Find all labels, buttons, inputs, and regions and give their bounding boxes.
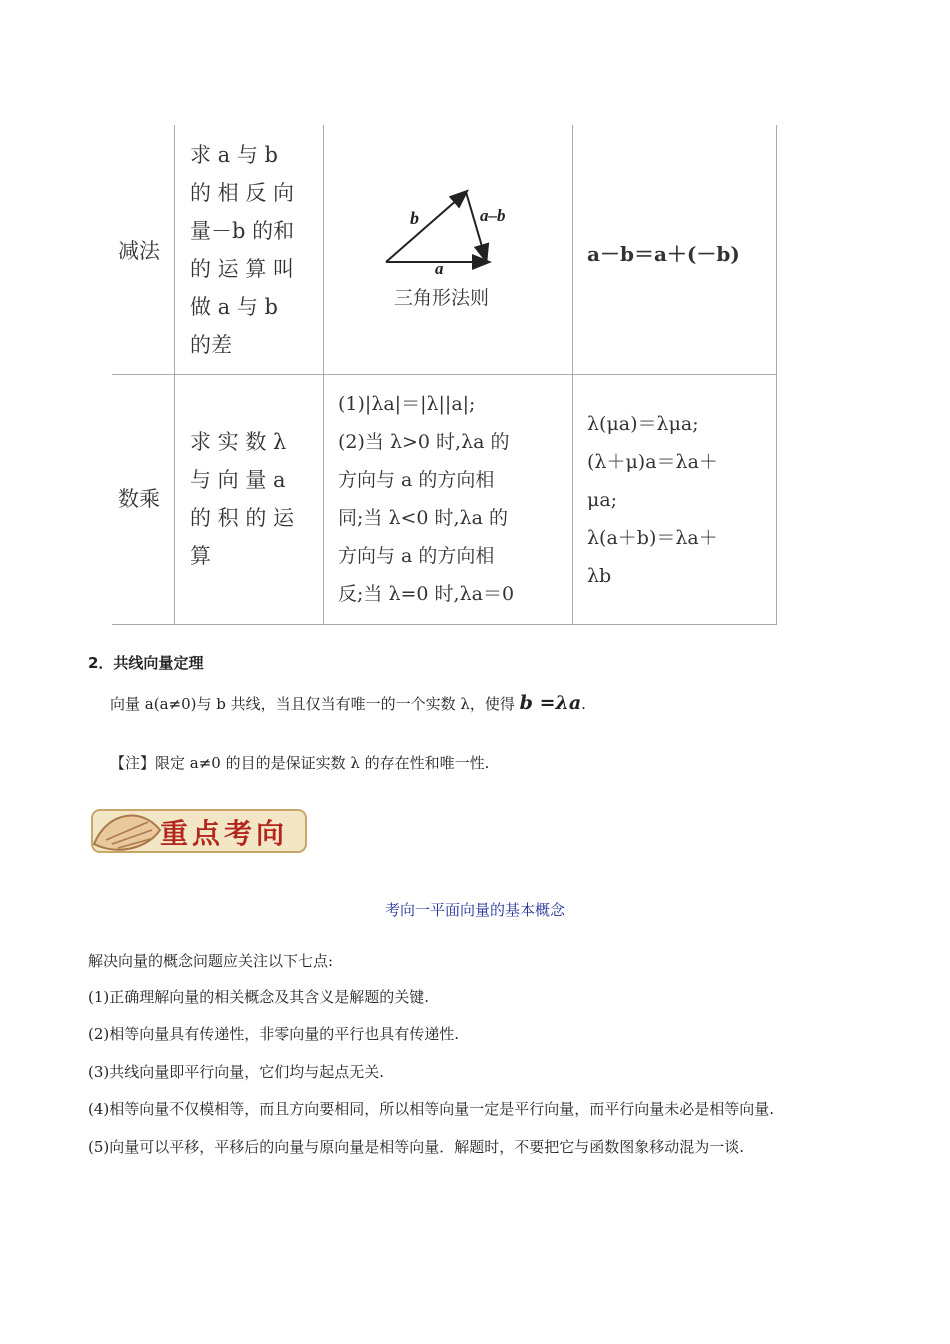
sub-definition <box>190 136 315 364</box>
note-text: 【注】限定 a≠0 的目的是保证实数 λ 的存在性和唯一性. <box>110 754 490 772</box>
sub-formula: a－b＝a＋(－b) <box>587 242 740 266</box>
sub-def-line: 做 a 与 b <box>190 295 278 319</box>
table-border <box>174 125 175 625</box>
mul-law-line: (λ＋μ)a＝λa＋ <box>587 451 718 473</box>
mul-law-line: μa; <box>587 489 618 511</box>
point-item: (4)相等向量不仅模相等，而且方向要相同，所以相等向量一定是平行向量，而平行向量未必是相等向量. <box>88 1100 775 1118</box>
table-border <box>776 125 777 625</box>
mul-law-line: λ(μa)＝λμa; <box>587 413 699 435</box>
section-heading: 2．共线向量定理 <box>88 654 204 672</box>
theorem-text <box>110 692 586 714</box>
theorem-formula: b =λa <box>519 692 582 714</box>
theorem-end: . <box>581 695 586 713</box>
mul-rules <box>338 385 563 613</box>
mul-rule-line: (2)当 λ>0 时,λa 的 <box>338 431 510 453</box>
point-item: (5)向量可以平移，平移后的向量与原向量是相等向量．解题时，不要把它与函数图象移动混为一谈. <box>88 1138 745 1156</box>
sub-def-line: 的差 <box>190 333 232 357</box>
key-topics-banner <box>88 800 310 858</box>
mul-definition <box>190 423 315 575</box>
topic-title: 考向一平面向量的基本概念 <box>384 901 565 919</box>
sub-def-line: 的 相 反 向 <box>190 181 295 205</box>
diagram-caption: 三角形法则 <box>394 287 490 309</box>
sub-def-line: 求 a 与 b <box>190 143 278 167</box>
table-border <box>112 624 777 625</box>
op-name-mul: 数乘 <box>118 487 160 511</box>
point-item: (3)共线向量即平行向量，它们均与起点无关. <box>88 1063 385 1081</box>
mul-laws <box>587 405 767 595</box>
table-border <box>112 374 777 375</box>
mul-rule-line: (1)|λa|＝|λ||a|; <box>338 393 476 415</box>
mul-rule-line: 反;当 λ=0 时,λa＝0 <box>338 583 515 605</box>
table-border <box>572 125 573 625</box>
mul-def-line: 算 <box>190 544 211 568</box>
sub-def-line: 的 运 算 叫 <box>190 257 295 281</box>
diagram-label-amb: a–b <box>480 206 506 225</box>
vector-b-arrow <box>386 192 466 262</box>
mul-def-line: 的 积 的 运 <box>190 506 295 530</box>
diagram-label-b: b <box>410 208 419 228</box>
mul-def-line: 求 实 数 λ <box>190 430 287 454</box>
mul-law-line: λb <box>587 565 612 587</box>
mul-rule-line: 同;当 λ<0 时,λa 的 <box>338 507 508 529</box>
theorem-statement: 向量 a(a≠0)与 b 共线，当且仅当有唯一的一个实数 λ，使得 <box>110 695 515 713</box>
points-intro: 解决向量的概念问题应关注以下七点: <box>88 952 334 970</box>
mul-law-line: λ(a＋b)＝λa＋ <box>587 527 718 549</box>
mul-def-line: 与 向 量 a <box>190 468 286 492</box>
diagram-label-a: a <box>435 259 444 278</box>
point-item: (2)相等向量具有传递性，非零向量的平行也具有传递性. <box>88 1025 460 1043</box>
vector-amb-arrow <box>466 192 486 260</box>
mul-rule-line: 方向与 a 的方向相 <box>338 469 495 491</box>
table-border <box>323 125 324 625</box>
sub-def-line: 量－b 的和 <box>190 219 295 243</box>
mul-rule-line: 方向与 a 的方向相 <box>338 545 495 567</box>
banner-text: 重点考向 <box>160 817 289 850</box>
point-item: (1)正确理解向量的相关概念及其含义是解题的关键. <box>88 988 430 1006</box>
triangle-rule-diagram <box>370 180 530 280</box>
op-name-sub: 减法 <box>118 239 160 263</box>
